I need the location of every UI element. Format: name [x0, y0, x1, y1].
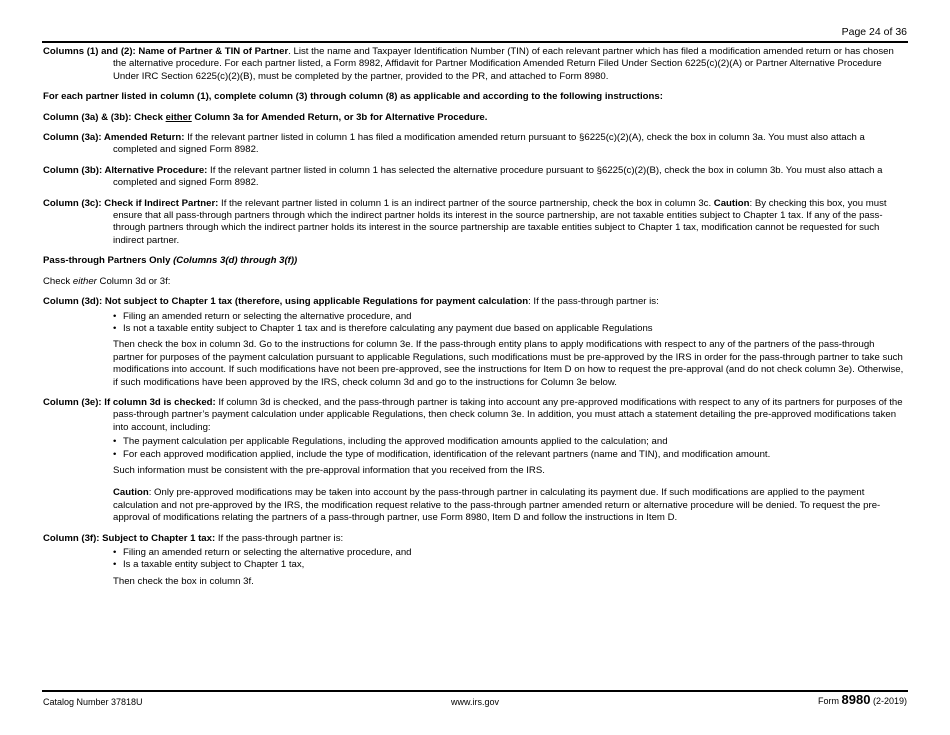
form-revision: (2-2019) [870, 696, 907, 706]
column-3f-label: Column (3f): Subject to Chapter 1 tax: [43, 532, 216, 544]
column-3e-text: If column 3d is checked, and the pass-through partner is taking into account any pre-approved modifications with respect to any of its partners for purposes of the pass-through partner’s payment calculation under applicable Regulations, then check column 3e. In addition, you must attach a statement detailing the pre-approved modifications taken into account, including: [113, 396, 903, 433]
c3df-either: either [72, 275, 97, 287]
column-3f-text: If the pass-through partner is: [215, 532, 344, 544]
instructions-body [43, 46, 907, 596]
column-3e-caution [113, 487, 907, 524]
column-3d-after: Then check the box in column 3d. Go to the instructions for column 3e. If the pass-through entity plans to apply modifications with respect to any of the partners of the pass-through partner for purposes of the payment calculation pursuant to applicable Regulations, such modifications must be pre-approved by the IRS in order for the pass-through partner to take such modifications into account. If such modifications have not been pre-approved, see the instructions for Item D on how to request the pre-approval (and do not check column 3e). Otherwise, if such modifications have been approved by the IRS, check column 3d and go to the instructions for Column 3e below. [113, 339, 904, 388]
column-3e-after: Such information must be consistent with the pre-approval information that you received from the IRS. [113, 464, 545, 476]
column-3f-section [43, 533, 907, 589]
column-3f-bullets [113, 547, 907, 572]
c3ab-pre: Column (3a) & (3b): Check [43, 111, 166, 123]
column-3d-text: : If the pass-through partner is: [528, 296, 659, 308]
pass-through-label: Pass-through Partners Only [43, 255, 174, 267]
column-3e-section [43, 397, 907, 525]
column-3e-caution-text: : Only pre-approved modifications may be taken into account by the pass-through partner in calculating its payment due. If such modifications are applied to the payment calculation and not pre-approved by the IRS, the modification request relative to the pass-through partner amended return or alternative procedure will be denied. To request the pre-approval of modifications relating the partners of a pass-through partner, use Form 8980, Item D and follow the instructions in Item D. [113, 487, 881, 524]
list-item: • Is not a taxable entity subject to Chapter 1 tax and is therefore calculating any payment due based on applicable Regulations [113, 323, 907, 335]
page-number: Page 24 of 36 [841, 26, 907, 38]
columns-1-2-label: Columns (1) and (2): Name of Partner & TIN of Partner [43, 46, 289, 57]
column-3f-intro [43, 533, 907, 545]
column-3d-label: Column (3d): Not subject to Chapter 1 tax (therefore, using applicable Regulations for payment calculation [43, 296, 529, 308]
irs-website: www.irs.gov [450, 697, 499, 707]
column-3c-label: Column (3c): Check if Indirect Partner: [43, 197, 219, 209]
column-3c-text1: If the relevant partner listed in column 1 is an indirect partner of the source partnership, check the box in column 3c. [218, 197, 714, 209]
column-3b-label: Column (3b): Alternative Procedure: [43, 164, 208, 176]
catalog-number: Catalog Number 37818U [43, 697, 143, 707]
list-item: • For each approved modification applied, include the type of modification, identification of the relevant partners (name and TIN), and modification amount. [113, 449, 907, 461]
column-3e-caution-label: Caution [113, 487, 149, 499]
column-3e-bullets [113, 436, 907, 461]
column-3c-paragraph [43, 198, 907, 248]
columns-1-2-text: . List the name and Taxpayer Identification Number (TIN) of each relevant partner which has filed a modification amended return or has chosen the alternative procedure. For each partner listed, a Form 8982, Affidavit for Partner Modification Amended Return Filed Under Section 6225(c)(2)(A) or Partner Alternative Procedure Under IRC Section 6225(c)(2)(B), must be completed by the partner, provided to the PR, and attached to Form 8980. [113, 46, 894, 82]
pass-through-heading [43, 255, 907, 267]
column-3f-after: Then check the box in column 3f. [113, 575, 254, 587]
columns-1-2-paragraph [43, 46, 907, 83]
column-3c-text2: : By checking this box, you must ensure that all pass-through partners through which the indirect partner holds its interest in the source partnership, are not taxable entities subject to Chapter 1 tax. If any of the pass-through partners through which the indirect partner holds its interest in the source partnership are taxable entities subject to Chapter 1 tax, modification cannot be requested for such indirect partner. [113, 197, 887, 246]
check-either-3d-3f [43, 276, 907, 288]
column-3d-section [43, 296, 907, 389]
column-3d-intro [43, 296, 907, 308]
form-number: 8980 [841, 692, 871, 707]
form-id [818, 694, 907, 707]
list-item: • Filing an amended return or selecting the alternative procedure, and [113, 311, 907, 323]
column-3a-text: If the relevant partner listed in column 1 has filed a modification amended return pursuant to §6225(c)(2)(A), check the box in column 3a. You must also attach a completed and signed Form 8982. [113, 132, 865, 156]
footer-rule [42, 690, 908, 692]
column-3e-intro [43, 397, 907, 434]
list-item: • The payment calculation per applicable Regulations, including the approved modification amounts applied to the calculation; and [113, 436, 907, 448]
column-3a-3b-heading [43, 112, 907, 124]
list-item: • Is a taxable entity subject to Chapter 1 tax, [113, 559, 907, 571]
column-3d-bullets [113, 311, 907, 336]
column-3b-paragraph [43, 165, 907, 190]
c3ab-either: either [165, 111, 192, 123]
list-item: • Filing an amended return or selecting the alternative procedure, and [113, 547, 907, 559]
form-word: Form [818, 696, 842, 706]
column-3a-label: Column (3a): Amended Return: [43, 132, 185, 144]
c3df-post: Column 3d or 3f: [96, 275, 171, 287]
column-3e-label: Column (3e): If column 3d is checked: [43, 396, 216, 408]
c3df-pre: Check [43, 275, 73, 287]
pass-through-italic: (Columns 3(d) through 3(f)) [173, 255, 298, 267]
each-partner-instruction: For each partner listed in column (1), complete column (3) through column (8) as applicable and according to the following instructions: [43, 91, 663, 103]
column-3b-text: If the relevant partner listed in column 1 has selected the alternative procedure pursuant to §6225(c)(2)(B), check the box in column 3b. You must also attach a completed and signed Form 8982. [113, 164, 883, 189]
column-3c-caution: Caution [713, 197, 750, 209]
c3ab-post: Column 3a for Amended Return, or 3b for Alternative Procedure. [191, 111, 488, 123]
column-3a-paragraph [43, 132, 907, 157]
header-rule [42, 41, 908, 43]
